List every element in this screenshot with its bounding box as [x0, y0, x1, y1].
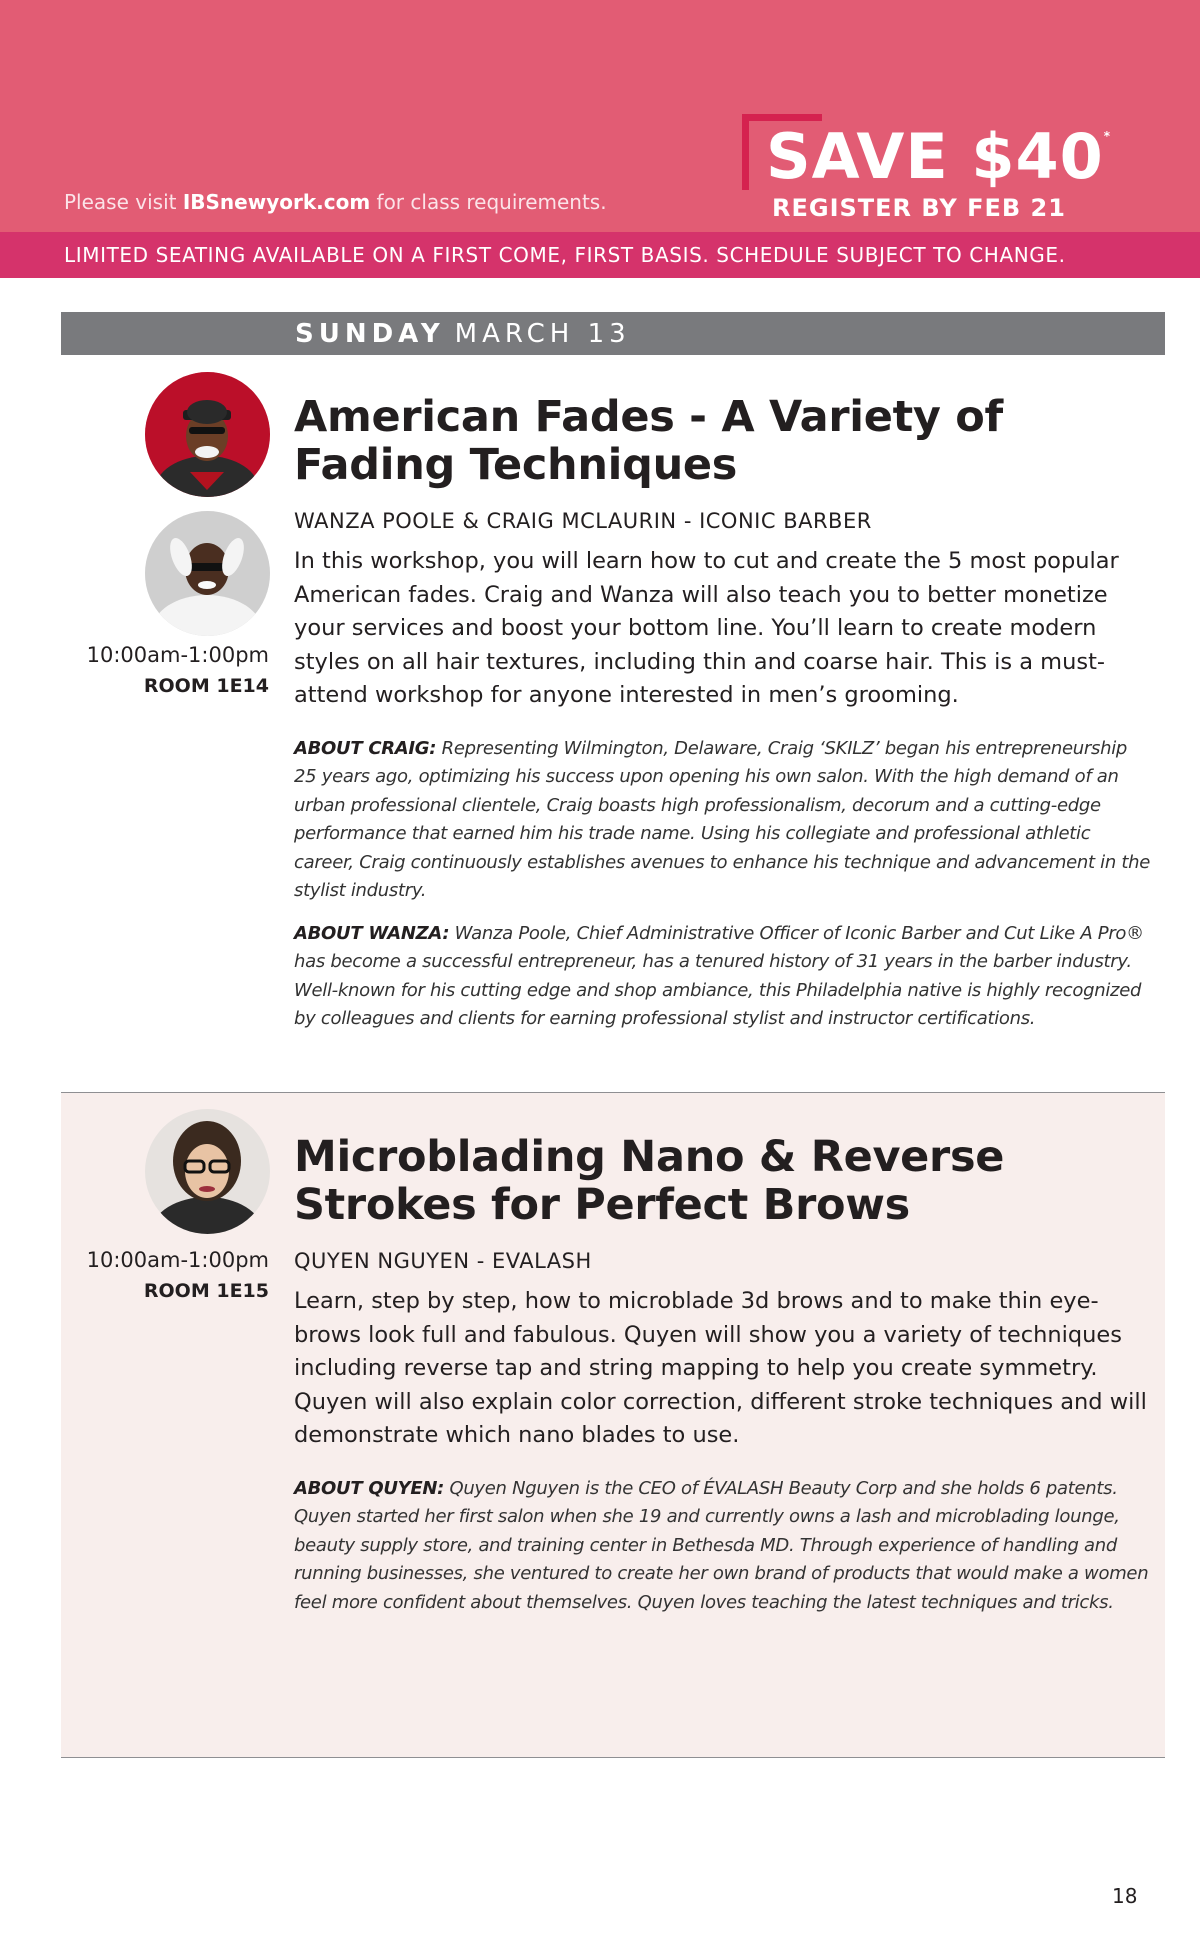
visit-suffix: for class requirements.: [370, 190, 607, 214]
visit-prefix: Please visit: [64, 190, 183, 214]
page-number: 18: [1112, 1884, 1138, 1908]
weekday: SUNDAY: [295, 319, 445, 349]
website-link[interactable]: IBSnewyork.com: [182, 190, 371, 214]
session-title: American Fades - A Variety of Fading Techniques: [294, 392, 1003, 490]
portrait-photo-icon: [145, 372, 270, 497]
day-heading: [61, 312, 1165, 355]
session-description: In this workshop, you will learn how to cut and create the 5 most popular American fades. Craig and Wanza will also teach you to better monetize your services and boost your bottom line. You’ll learn to create modern styles on all hair textures, including thin and coarse hair. This is a must-attend workshop for anyone interested in men’s grooming.: [294, 548, 1119, 708]
save-asterisk: *: [1103, 129, 1112, 143]
session-presenter: QUYEN NGUYEN - EVALASH: [294, 1249, 592, 1273]
session-title: Microblading Nano & Reverse Strokes for Perfect Brows: [294, 1132, 1005, 1230]
portrait-photo-icon: [145, 511, 270, 636]
save-offer: [742, 114, 1122, 234]
about-wanza: [294, 920, 1154, 1034]
date: MARCH 13: [454, 319, 631, 349]
register-deadline: REGISTER BY FEB 21: [772, 194, 1066, 222]
promo-header: [0, 0, 1200, 232]
presenter-photo-craig: [145, 372, 270, 497]
session-presenter: WANZA POOLE & CRAIG MCLAURIN - ICONIC BARBER: [294, 509, 872, 533]
portrait-photo-icon: [145, 1109, 270, 1234]
session-american-fades: [61, 355, 1165, 1090]
offer-bracket: [742, 114, 749, 190]
session-microblading: [61, 1092, 1165, 1758]
session-room: ROOM 1E15: [143, 1280, 269, 1302]
session-time: 10:00am-1:00pm: [86, 643, 269, 667]
about-label: ABOUT QUYEN:: [294, 1477, 445, 1499]
about-text: Wanza Poole, Chief Administrative Officer of Iconic Barber and Cut Like A Pro® has become a successful entrepreneur, has a tenured history of 31 years in the barber industry. Well-known for his cutting edge and shop ambiance, this Philadelphia native is highly recognized by colleagues and clients for earning professional stylist and instructor certifications.: [294, 922, 1144, 1029]
about-text: Quyen Nguyen is the CEO of ÉVALASH Beauty Corp and she holds 6 patents. Quyen started her first salon when she 19 and currently owns a lash and microblading lounge, beauty supply store, and training center in Bethesda MD. Through experience of handling and running businesses, she ventured to create her own brand of products that would make a women feel more confident about themselves. Quyen loves teaching the latest techniques and tricks.: [294, 1477, 1149, 1613]
about-quyen: [294, 1475, 1154, 1618]
presenter-photo-wanza: [145, 511, 270, 636]
session-room: ROOM 1E14: [143, 675, 269, 697]
about-text: Representing Wilmington, Delaware, Craig ‘SKILZ’ began his entrepreneurship 25 years ago, optimizing his success upon opening his own salon. With the high demand of an urban professional clientele, Craig boasts high professionalism, decorum and a cutting-edge performance that earned him his trade name. Using his collegiate and professional athletic career, Craig continuously establishes avenues to enhance his technique and advancement in the stylist industry.: [294, 737, 1151, 901]
session-time: 10:00am-1:00pm: [86, 1248, 269, 1272]
visit-instructions: [64, 190, 607, 214]
session-description: Learn, step by step, how to microblade 3d brows and to make thin eye-brows look full and fabulous. Quyen will show you a variety of techniques including reverse tap and string mapping to help you create symmetry. Quyen will also explain color correction, different stroke techniques and will demonstrate which nano blades to use.: [294, 1288, 1147, 1448]
save-amount-text: SAVE $40: [766, 120, 1104, 193]
about-label: ABOUT CRAIG:: [294, 737, 437, 759]
save-amount: [766, 120, 1112, 193]
seating-notice: LIMITED SEATING AVAILABLE ON A FIRST COME, FIRST BASIS. SCHEDULE SUBJECT TO CHANGE.: [0, 232, 1200, 278]
about-label: ABOUT WANZA:: [294, 922, 450, 944]
session-content: [294, 1133, 1154, 1617]
session-content: [294, 393, 1154, 1034]
about-craig: [294, 735, 1154, 906]
presenter-photo-quyen: [145, 1109, 270, 1234]
